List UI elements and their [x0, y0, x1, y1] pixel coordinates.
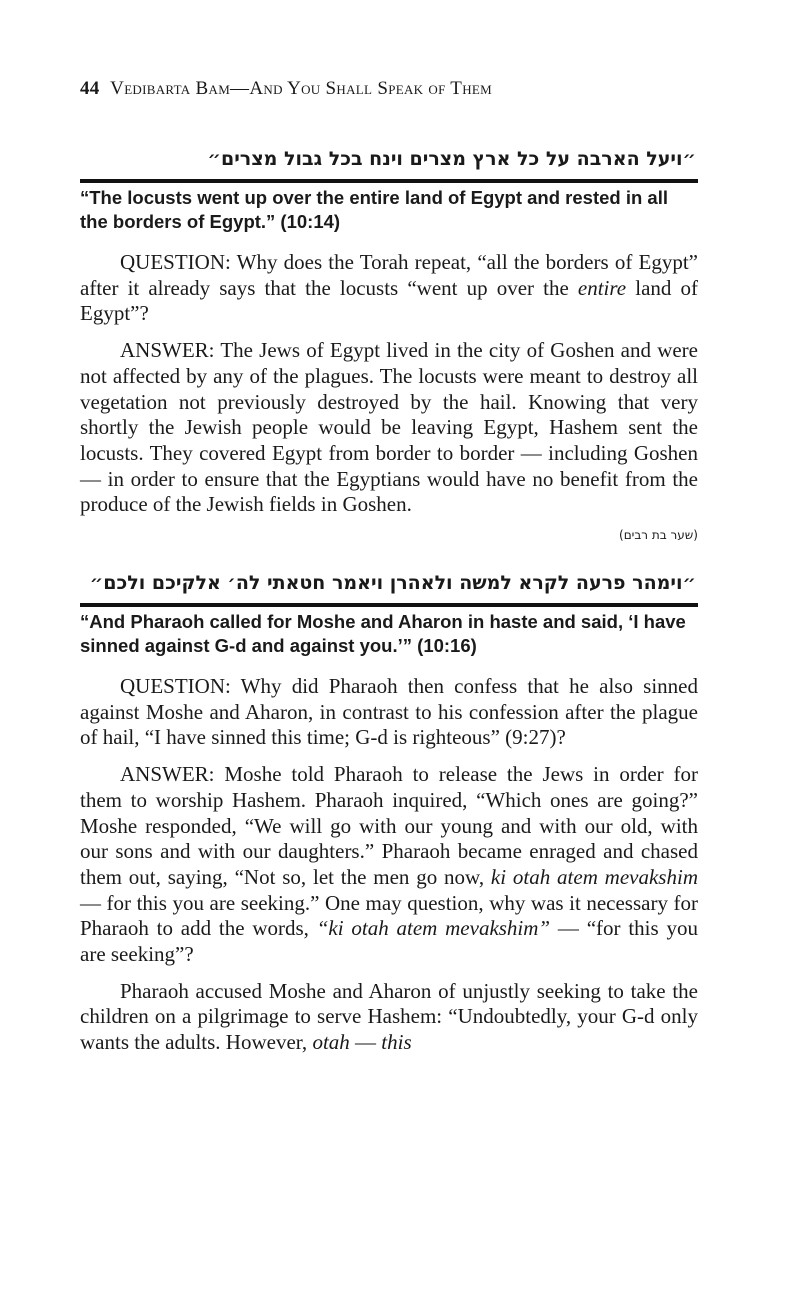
- answer-paragraph: [80, 762, 698, 968]
- text-run: — for this you are seeking.” One may question, why was it necessary for Pharaoh to add the words,: [80, 890, 698, 941]
- running-header: [80, 78, 492, 100]
- body-paragraph: [80, 979, 698, 1056]
- italic-run: “ki otah atem mevakshim”: [316, 916, 551, 941]
- text-run: land of Egypt”?: [80, 275, 698, 326]
- text-run: — “for this you are seeking”?: [80, 916, 698, 967]
- hebrew-verse: ״וימהר פרעה לקרא למשה ולאהרן ויאמר חטאתי לה׳ אלקיכם ולכם״: [89, 572, 696, 595]
- verse-heading: “And Pharaoh called for Moshe and Aharon in haste and said, ‘I have sinned against G-d and against you.’” (10:16): [80, 611, 686, 657]
- text-run: ANSWER: Moshe told Pharaoh to release the Jews in order for them to worship Hashem. Pharaoh inquired, “Which ones are going?” Moshe responded, “We will go with our young and with our old, with our sons and with our daughters.” Pharaoh became enraged and chased them out, saying, “Not so, let the men go now,: [80, 762, 698, 889]
- italic-run: entire: [577, 275, 627, 300]
- text-run: —: [349, 1030, 382, 1055]
- text-run: QUESTION: Why does the Torah repeat, “all the borders of Egypt” after it already says that the locusts “went up over the: [80, 250, 698, 300]
- page-number: 44: [80, 78, 100, 99]
- page-content: [80, 146, 698, 1056]
- hebrew-verse: ״ויעל הארבה על כל ארץ מצרים וינח בכל גבול מצרים״: [207, 148, 696, 170]
- section-locusts: [80, 146, 698, 542]
- text-run: Pharaoh accused Moshe and Aharon of unjustly seeking to take the children on a pilgrimage to serve Hashem: “Undoubtedly, your G-d only wants the adults. However,: [80, 978, 698, 1055]
- italic-run: ki otah atem mevakshim: [490, 864, 698, 889]
- heading-rule: [80, 603, 698, 607]
- question-paragraph: [80, 250, 698, 327]
- italic-run: otah: [312, 1030, 350, 1055]
- heading-rule: [80, 179, 698, 183]
- verse-heading: “The locusts went up over the entire land of Egypt and rested in all the borders of Egypt.” (10:14): [80, 187, 668, 232]
- running-title: Vedibarta Bam—And You Shall Speak of Them: [110, 78, 493, 99]
- section-pharaoh-confession: [80, 570, 698, 1056]
- answer-paragraph: ANSWER: The Jews of Egypt lived in the city of Goshen and were not affected by any of the plagues. The locusts were meant to destroy all vegetation not previously destroyed by the hail. Knowing that very shortly the Jewish people would be leaving Egypt, Hashem sent the locusts. They covered Egypt from border to border — including Goshen — in order to ensure that the Egyptians would have no benefit from the produce of the Jewish fields in Goshen.: [80, 338, 698, 517]
- question-paragraph: QUESTION: Why did Pharaoh then confess that he also sinned against Moshe and Aharon, in contrast to his confession after the plague of hail, “I have sinned this time; G-d is righteous” (9:27)?: [80, 674, 698, 750]
- italic-run: this: [381, 1030, 412, 1055]
- source-citation: (שער בת רבים): [619, 528, 698, 543]
